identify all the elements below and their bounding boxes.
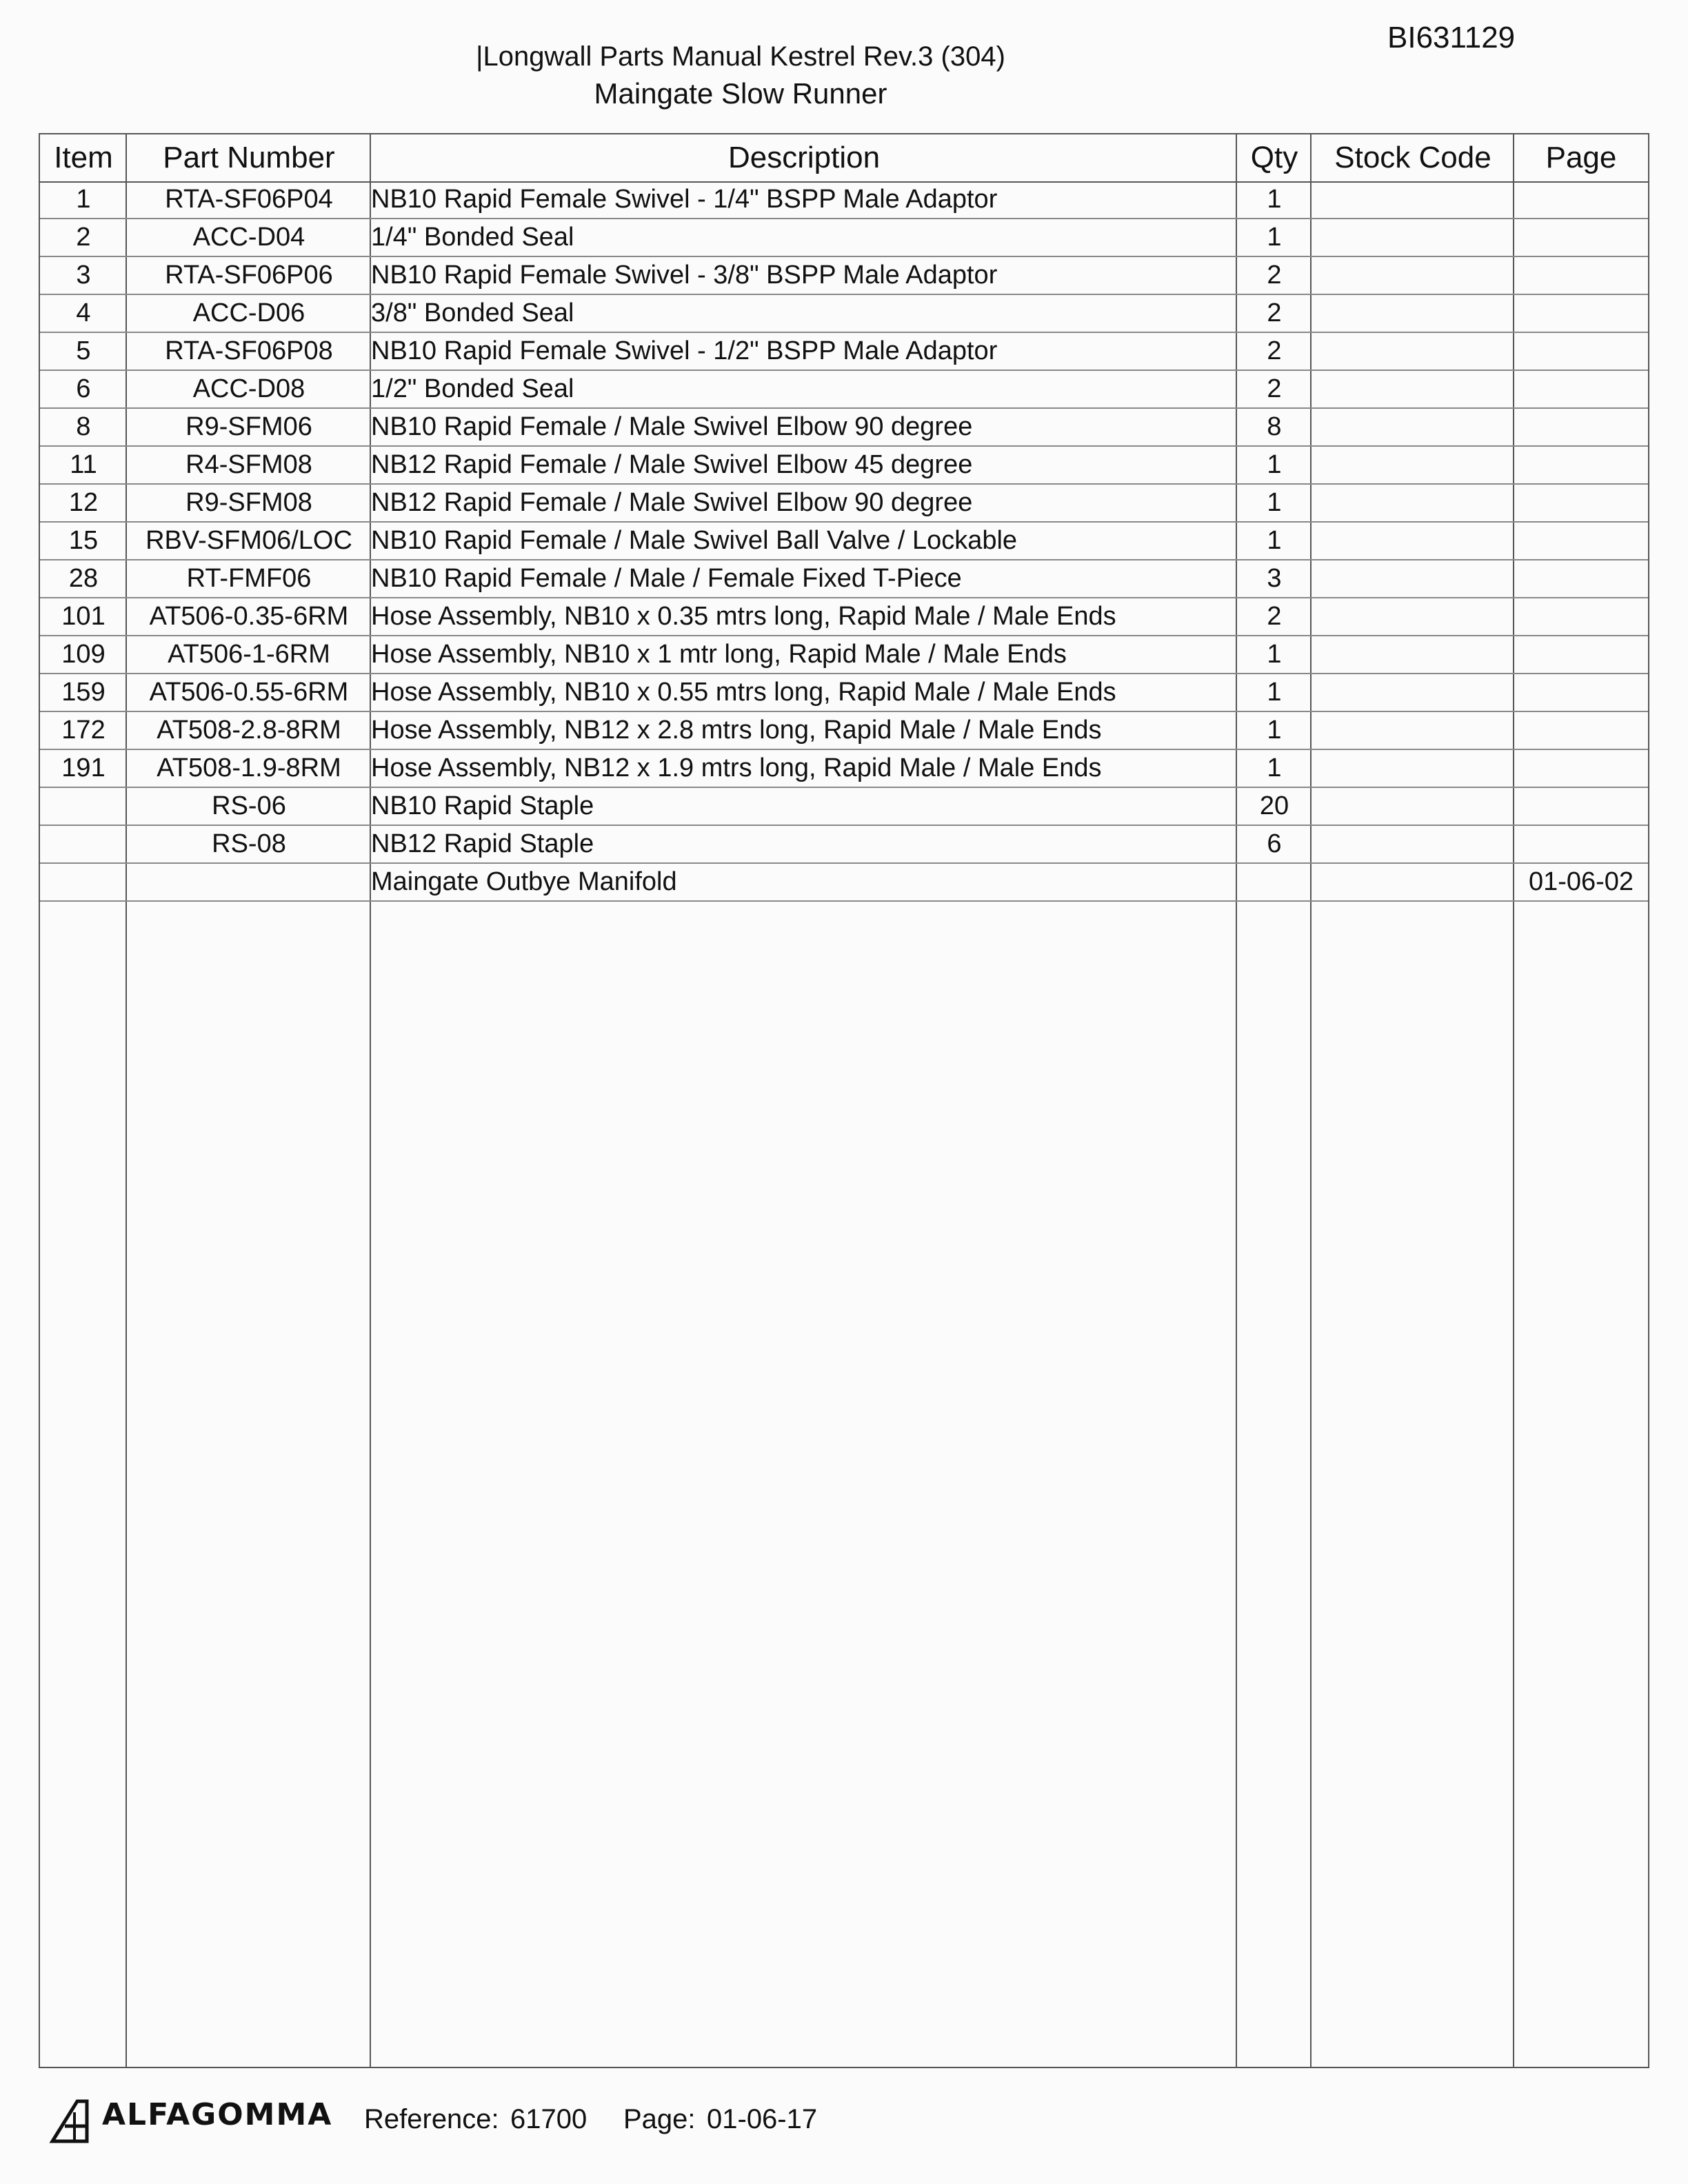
cell-description: Hose Assembly, NB10 x 0.55 mtrs long, Rapid Male / Male Ends — [371, 674, 1237, 711]
table-row — [40, 181, 1648, 219]
cell-item: 5 — [40, 332, 127, 370]
column-header-part-number: Part Number — [163, 141, 335, 174]
table-row — [40, 446, 1648, 484]
column-header-description: Description — [727, 141, 881, 174]
cell-stock-code — [1312, 636, 1514, 674]
cell-qty: 8 — [1237, 408, 1312, 446]
table-row — [40, 749, 1648, 787]
cell-item: 6 — [40, 370, 127, 408]
cell-description: NB10 Rapid Female Swivel - 1/4" BSPP Male Adaptor — [371, 181, 1237, 219]
cell-part-number: RS-06 — [127, 787, 371, 825]
cell-page — [1514, 256, 1648, 294]
cell-page — [1514, 332, 1648, 370]
brand-logo-text: ALFAGOMMA — [102, 2097, 333, 2132]
table-row — [40, 711, 1648, 749]
cell-stock-code — [1312, 370, 1514, 408]
cell-stock-code — [1312, 711, 1514, 749]
cell-stock-code — [1312, 674, 1514, 711]
table-row — [40, 484, 1648, 522]
table-row — [40, 256, 1648, 294]
cell-stock-code — [1312, 598, 1514, 636]
cell-qty — [1237, 863, 1312, 901]
cell-item: 3 — [40, 256, 127, 294]
cell-description: NB12 Rapid Staple — [371, 825, 1237, 863]
cell-stock-code — [1312, 863, 1514, 901]
cell-qty: 2 — [1237, 598, 1312, 636]
reference-label: Reference: — [364, 2104, 499, 2134]
cell-part-number: RTA-SF06P08 — [127, 332, 371, 370]
cell-item: 109 — [40, 636, 127, 674]
table-row — [40, 825, 1648, 863]
cell-qty: 1 — [1237, 636, 1312, 674]
cell-part-number: AT508-2.8-8RM — [127, 711, 371, 749]
cell-part-number: ACC-D04 — [127, 219, 371, 256]
cell-description: 3/8" Bonded Seal — [371, 294, 1237, 332]
cell-description: 1/2" Bonded Seal — [371, 370, 1237, 408]
column-header-qty: Qty — [1250, 141, 1298, 174]
table-row — [40, 674, 1648, 711]
cell-qty: 2 — [1237, 256, 1312, 294]
cell-stock-code — [1312, 219, 1514, 256]
document-title: |Longwall Parts Manual Kestrel Rev.3 (304) — [476, 41, 1005, 72]
table-row — [40, 332, 1648, 370]
cell-stock-code — [1312, 484, 1514, 522]
cell-page — [1514, 219, 1648, 256]
cell-stock-code — [1312, 408, 1514, 446]
cell-item: 1 — [40, 181, 127, 219]
cell-page — [1514, 560, 1648, 598]
cell-part-number: RT-FMF06 — [127, 560, 371, 598]
cell-description: NB10 Rapid Female / Male Swivel Ball Valve / Lockable — [371, 522, 1237, 560]
cell-item: 159 — [40, 674, 127, 711]
cell-qty: 3 — [1237, 560, 1312, 598]
page-label: Page: — [623, 2104, 696, 2134]
cell-item: 4 — [40, 294, 127, 332]
cell-qty: 1 — [1237, 674, 1312, 711]
cell-qty: 20 — [1237, 787, 1312, 825]
cell-item: 101 — [40, 598, 127, 636]
cell-item: 8 — [40, 408, 127, 446]
cell-part-number: AT506-0.35-6RM — [127, 598, 371, 636]
cell-stock-code — [1312, 446, 1514, 484]
cell-page — [1514, 522, 1648, 560]
cell-part-number — [127, 863, 371, 901]
cell-item: 15 — [40, 522, 127, 560]
cell-description: NB12 Rapid Female / Male Swivel Elbow 90 degree — [371, 484, 1237, 522]
cell-qty: 1 — [1237, 181, 1312, 219]
cell-part-number: AT508-1.9-8RM — [127, 749, 371, 787]
cell-description: NB10 Rapid Female Swivel - 1/2" BSPP Male Adaptor — [371, 332, 1237, 370]
cell-item: 2 — [40, 219, 127, 256]
cell-page — [1514, 711, 1648, 749]
document-id: BI631129 — [1387, 21, 1516, 54]
cell-stock-code — [1312, 787, 1514, 825]
cell-page — [1514, 636, 1648, 674]
cell-page — [1514, 370, 1648, 408]
table-row — [40, 408, 1648, 446]
cell-part-number: R9-SFM06 — [127, 408, 371, 446]
cell-stock-code — [1312, 181, 1514, 219]
cell-page — [1514, 484, 1648, 522]
cell-page — [1514, 749, 1648, 787]
cell-part-number: AT506-1-6RM — [127, 636, 371, 674]
parts-table — [40, 134, 1648, 902]
cell-part-number: RTA-SF06P06 — [127, 256, 371, 294]
cell-description: NB10 Rapid Female Swivel - 3/8" BSPP Male Adaptor — [371, 256, 1237, 294]
column-header-page: Page — [1545, 141, 1617, 174]
cell-description: Hose Assembly, NB12 x 2.8 mtrs long, Rapid Male / Male Ends — [371, 711, 1237, 749]
cell-qty: 1 — [1237, 711, 1312, 749]
cell-qty: 1 — [1237, 749, 1312, 787]
cell-description: NB10 Rapid Staple — [371, 787, 1237, 825]
document-subtitle: Maingate Slow Runner — [594, 77, 887, 110]
cell-part-number: R9-SFM08 — [127, 484, 371, 522]
cell-page — [1514, 787, 1648, 825]
cell-stock-code — [1312, 749, 1514, 787]
table-row — [40, 370, 1648, 408]
cell-qty: 2 — [1237, 294, 1312, 332]
cell-qty: 2 — [1237, 332, 1312, 370]
cell-qty: 6 — [1237, 825, 1312, 863]
cell-stock-code — [1312, 256, 1514, 294]
cell-part-number: AT506-0.55-6RM — [127, 674, 371, 711]
cell-item — [40, 825, 127, 863]
cell-item — [40, 787, 127, 825]
cell-qty: 1 — [1237, 446, 1312, 484]
table-row — [40, 560, 1648, 598]
cell-part-number: RBV-SFM06/LOC — [127, 522, 371, 560]
cell-description: NB12 Rapid Female / Male Swivel Elbow 45 degree — [371, 446, 1237, 484]
page-value: 01-06-17 — [707, 2104, 818, 2134]
cell-description: NB10 Rapid Female / Male Swivel Elbow 90 degree — [371, 408, 1237, 446]
table-row — [40, 219, 1648, 256]
cell-qty: 1 — [1237, 484, 1312, 522]
cell-part-number: RS-08 — [127, 825, 371, 863]
cell-description: 1/4" Bonded Seal — [371, 219, 1237, 256]
table-header-row — [40, 134, 1648, 181]
cell-stock-code — [1312, 332, 1514, 370]
cell-item: 172 — [40, 711, 127, 749]
cell-part-number: R4-SFM08 — [127, 446, 371, 484]
cell-description: Hose Assembly, NB10 x 0.35 mtrs long, Rapid Male / Male Ends — [371, 598, 1237, 636]
cell-item: 28 — [40, 560, 127, 598]
cell-item: 191 — [40, 749, 127, 787]
cell-part-number: RTA-SF06P04 — [127, 181, 371, 219]
table-row — [40, 294, 1648, 332]
cell-stock-code — [1312, 522, 1514, 560]
cell-part-number: ACC-D08 — [127, 370, 371, 408]
cell-page — [1514, 598, 1648, 636]
cell-stock-code — [1312, 825, 1514, 863]
table-row — [40, 787, 1648, 825]
cell-page — [1514, 294, 1648, 332]
cell-item — [40, 863, 127, 901]
cell-description: Hose Assembly, NB10 x 1 mtr long, Rapid Male / Male Ends — [371, 636, 1237, 674]
table-row — [40, 636, 1648, 674]
cell-item: 12 — [40, 484, 127, 522]
cell-qty: 2 — [1237, 370, 1312, 408]
cell-page — [1514, 408, 1648, 446]
column-header-item: Item — [54, 141, 113, 174]
table-row — [40, 522, 1648, 560]
cell-description: Maingate Outbye Manifold — [371, 863, 1237, 901]
reference-value: 61700 — [510, 2104, 587, 2134]
cell-qty: 1 — [1237, 219, 1312, 256]
table-row — [40, 598, 1648, 636]
table-row — [40, 863, 1648, 901]
cell-stock-code — [1312, 560, 1514, 598]
cell-page — [1514, 446, 1648, 484]
cell-qty: 1 — [1237, 522, 1312, 560]
cell-description: Hose Assembly, NB12 x 1.9 mtrs long, Rapid Male / Male Ends — [371, 749, 1237, 787]
parts-table-frame — [39, 133, 1649, 2068]
cell-page — [1514, 181, 1648, 219]
alfagomma-logo-icon — [48, 2099, 94, 2144]
cell-item: 11 — [40, 446, 127, 484]
cell-page — [1514, 825, 1648, 863]
column-header-stock-code: Stock Code — [1334, 141, 1491, 174]
cell-part-number: ACC-D06 — [127, 294, 371, 332]
cell-description: NB10 Rapid Female / Male / Female Fixed T-Piece — [371, 560, 1237, 598]
cell-page — [1514, 674, 1648, 711]
cell-page: 01-06-02 — [1514, 863, 1648, 901]
cell-stock-code — [1312, 294, 1514, 332]
